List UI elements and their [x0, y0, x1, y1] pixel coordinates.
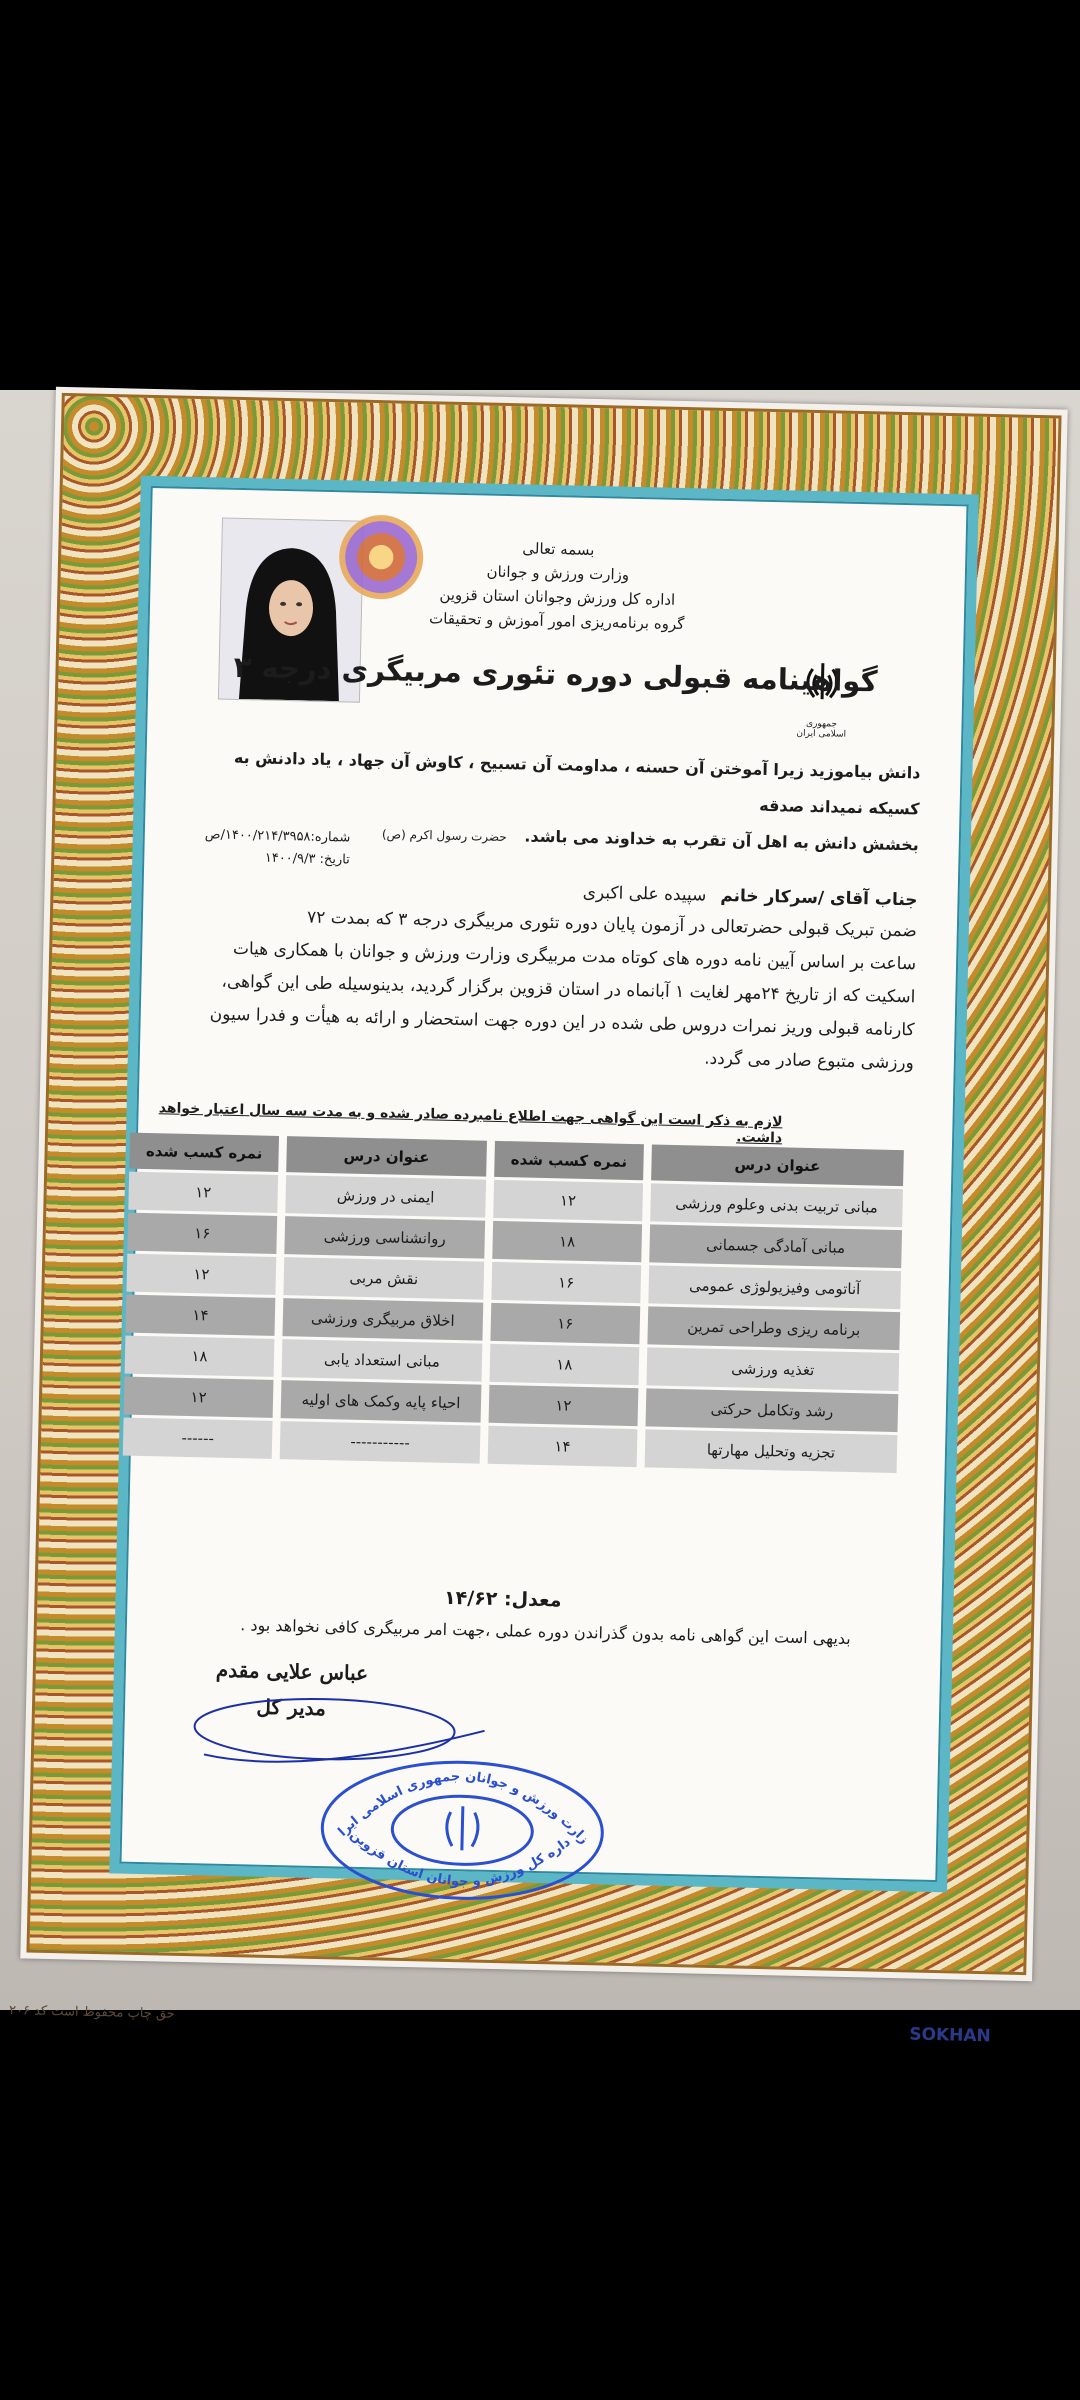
- score-cell: ۱۲: [126, 1254, 276, 1295]
- recipient-line: [582, 883, 917, 911]
- body-line: ورزشی متبوع صادر می گردد.: [704, 1048, 915, 1074]
- column-header: نمره کسب شده: [129, 1133, 279, 1172]
- body-line: کارنامه قبولی وریز نمرات دروس طی شده در این دوره جهت استحضار و ارائه به هیأت و فدرا سیون: [209, 1004, 915, 1041]
- letterhead-line: اداره کل ورزش وجوانان استان قزوین: [439, 585, 676, 609]
- course-cell: برنامه ریزی وطراحی تمرین: [647, 1306, 900, 1350]
- certificate-body: [119, 486, 968, 1890]
- blue-frame: [109, 476, 979, 1893]
- score-cell: ۱۲: [493, 1180, 643, 1221]
- signatory-name: عباس علایی مقدم: [215, 1657, 369, 1686]
- course-cell: رشد وتکامل حرکتی: [645, 1388, 898, 1432]
- score-cell: ۱۶: [491, 1262, 641, 1303]
- course-cell: مبانی تربیت بدنی وعلوم ورزشی: [650, 1183, 903, 1227]
- course-cell: روانشناسی ورزشی: [284, 1216, 485, 1259]
- score-cell: ۱۸: [489, 1344, 639, 1385]
- score-cell: ۱۸: [125, 1336, 275, 1377]
- column-header: عنوان درس: [651, 1144, 904, 1186]
- grades-table: [115, 1129, 912, 1476]
- score-cell: ۱۴: [488, 1426, 638, 1467]
- course-cell: نقش مربی: [283, 1257, 484, 1300]
- hadith-line: دانش بیاموزید زیرا آموختن آن حسنه ، مداومت آن تسبیح ، کاوش آن جهاد ، یاد دادنش به کسیکه نمیداند صدقه: [233, 747, 921, 819]
- course-cell: تغذیه ورزشی: [646, 1347, 899, 1391]
- certificate-text: [180, 899, 918, 1081]
- letterhead-line: وزارت ورزش و جوانان: [486, 562, 630, 584]
- body-line: ساعت بر اساس آیین نامه دوره های کوتاه مدت مربیگری وزارت ورزش و جوانان با همکاری هیات: [232, 938, 917, 975]
- course-cell: مبانی استعداد یابی: [282, 1339, 483, 1382]
- score-cell: ۱۲: [128, 1172, 278, 1213]
- stamp-outer-text: وزارت ورزش و جوانان جمهوری اسلامی ایران: [335, 1769, 592, 1848]
- issue-date: تاریخ: ۱۴۰۰/۹/۳: [264, 850, 351, 868]
- signatory-role: مدیر کل: [256, 1694, 327, 1721]
- score-cell: ۱۲: [124, 1377, 274, 1418]
- course-cell: -----------: [280, 1421, 481, 1464]
- closing-statement: بدیهی است این گواهی نامه بدون گذراندن دوره عملی ،جهت امر مربیگری کافی نخواهد بود .: [240, 1615, 851, 1649]
- score-cell: ۱۲: [488, 1385, 638, 1426]
- ornamental-border: [26, 393, 1061, 1975]
- body-line: ضمن تبریک قبولی حضرتعالی در آزمون پایان دوره تئوری مربیگری درجه ۳ که بمدت ۷۲: [306, 907, 918, 942]
- reference-meta: [204, 824, 350, 871]
- emblem-caption: جمهوری اسلامی ایران: [796, 718, 847, 740]
- score-cell: ۱۴: [126, 1295, 276, 1336]
- course-cell: تجزیه وتحلیل مهارتها: [645, 1429, 898, 1473]
- certificate-title: گواهینامه قبولی دوره تئوری مربیگری درجه ۳: [233, 649, 878, 699]
- score-cell: ۱۶: [490, 1303, 640, 1344]
- official-stamp: [311, 1727, 615, 1904]
- print-code: کد ۲۰۶: [8, 2003, 48, 2019]
- letterhead-line: گروه برنامه‌ریزی امور آموزش و تحقیقات: [428, 609, 685, 634]
- course-cell: آناتومی وفیزیولوژی عمومی: [648, 1265, 901, 1309]
- course-cell: احیاء پایه وکمک های اولیه: [281, 1380, 482, 1423]
- column-header: نمره کسب شده: [494, 1141, 644, 1180]
- average-score: معدل: ۱۴/۶۲: [443, 1586, 562, 1612]
- salutation-title: جناب آقای /سرکار خانم: [720, 885, 918, 911]
- copyright-text: حق چاپ محفوظ است: [51, 2004, 175, 2022]
- score-cell: ۱۸: [492, 1221, 642, 1262]
- validity-note: لازم به ذکر است این گواهی جهت اطلاع نامبرده صادر شده و به مدت سه سال اعتبار خواهد داشت.: [158, 1100, 783, 1147]
- reference-number: شماره:۱۴۰۰/۲۱۴/۳۹۵۸/ص: [204, 827, 351, 846]
- score-cell: ۱۶: [127, 1213, 277, 1254]
- recipient-name: سپیده علی اکبری: [582, 882, 707, 906]
- body-line: اسکیت که از تاریخ ۲۴مهر لغایت ۱ آبانماه در استان قزوین برگزار گردید، بدینوسیله طی این گواهی،: [221, 971, 916, 1008]
- course-cell: ایمنی در ورزش: [285, 1175, 486, 1218]
- column-header: عنوان درس: [286, 1136, 487, 1177]
- certificate-sheet: [8, 387, 1067, 2047]
- score-cell: ------: [123, 1418, 273, 1459]
- stamp-inner-text: اداره کل ورزش و جوانان استان قزوین: [347, 1827, 574, 1890]
- letterhead-line: بسمه تعالی: [522, 539, 595, 559]
- hadith-source: حضرت رسول اکرم (ص): [381, 827, 507, 845]
- course-cell: اخلاق مربیگری ورزشی: [283, 1298, 484, 1341]
- course-cell: مبانی آمادگی جسمانی: [649, 1224, 902, 1268]
- hadith-line-text: بخشش دانش به اهل آن تقرب به خداوند می باشد.: [524, 826, 920, 855]
- publisher-logo: SOKHAN: [909, 2024, 992, 2047]
- print-footer: [9, 2003, 175, 2022]
